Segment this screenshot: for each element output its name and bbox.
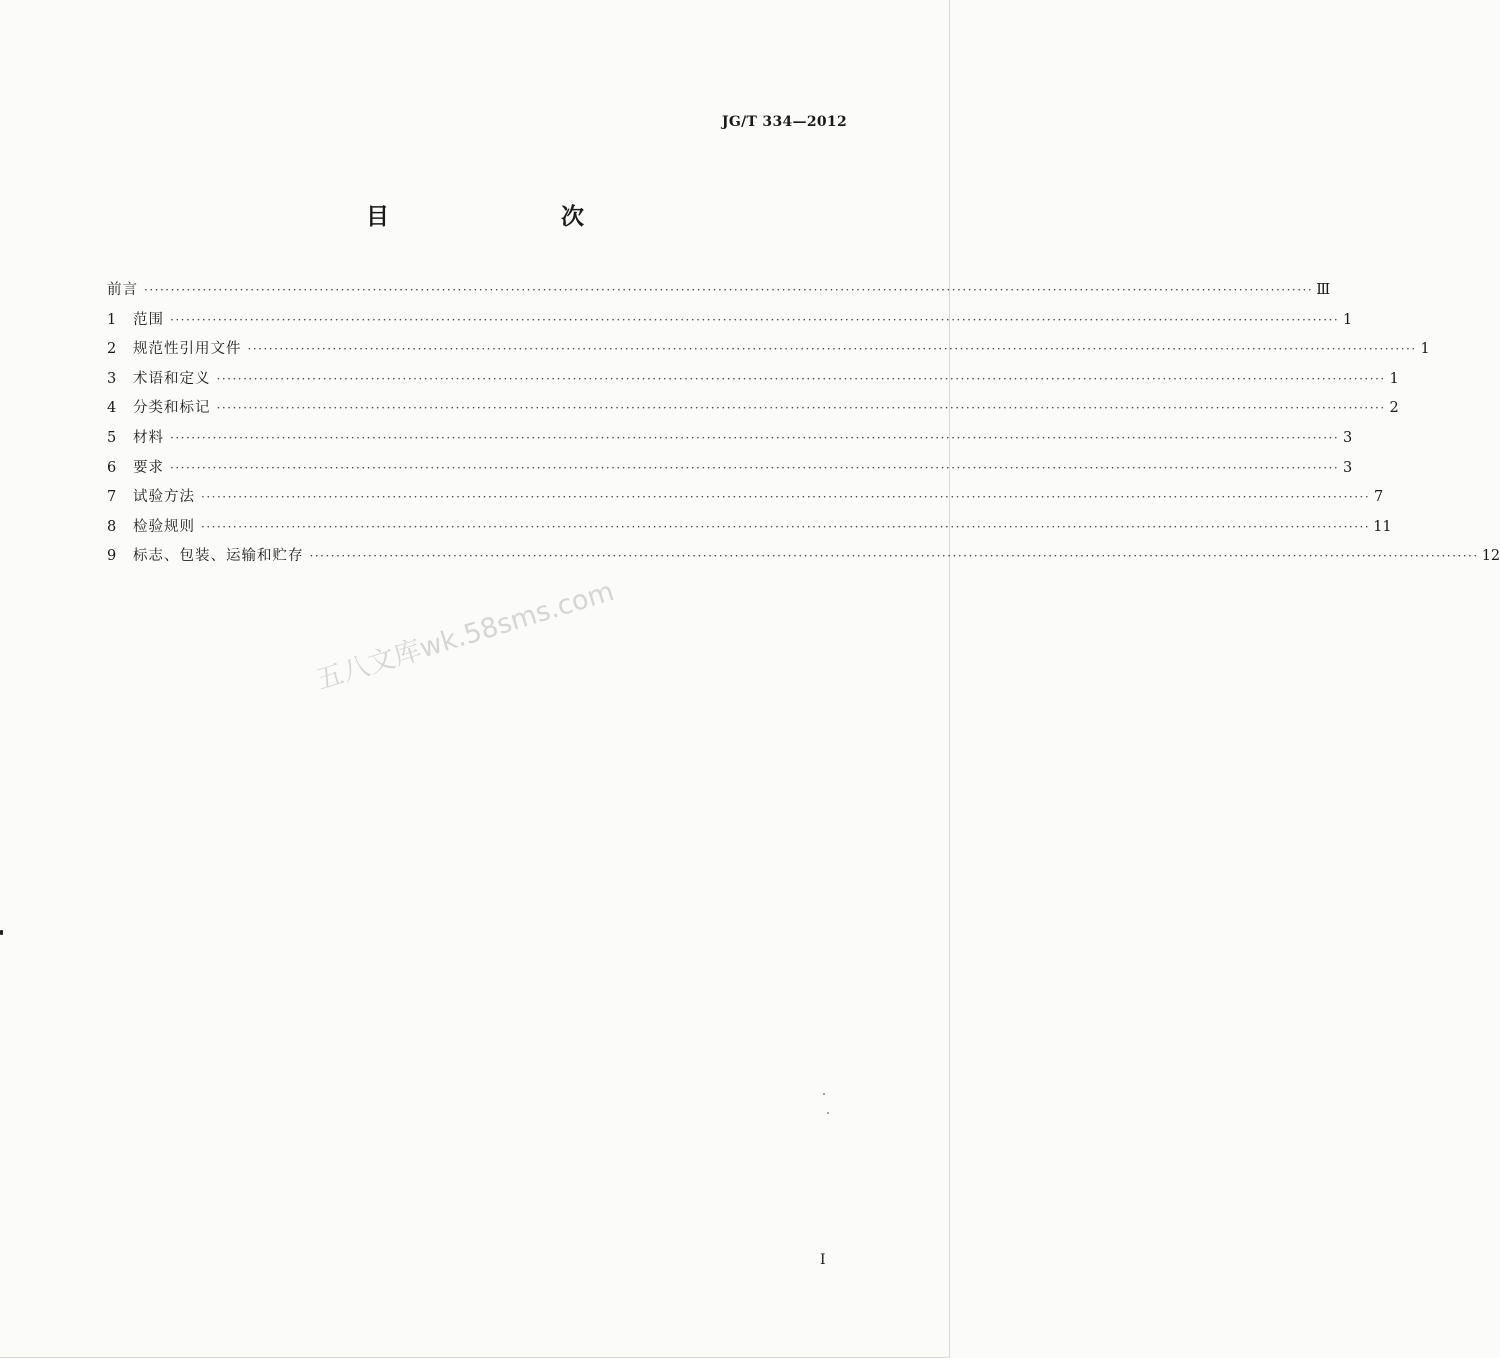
toc-entry-label: 范围 xyxy=(133,311,164,328)
toc-entry-label: 分类和标记 xyxy=(133,400,211,417)
scan-speck xyxy=(827,1112,829,1114)
toc-entry-label: 试验方法 xyxy=(133,489,195,506)
toc-entry[interactable] xyxy=(107,516,1392,546)
scan-speck xyxy=(0,930,3,935)
toc-entry-number: 6 xyxy=(107,459,117,476)
toc-entry-page: 2 xyxy=(1389,400,1399,417)
toc-entry-label: 规范性引用文件 xyxy=(133,341,242,358)
toc-dot-leader: ···························································································································································································································· xyxy=(170,460,1340,475)
toc-entry[interactable] xyxy=(107,368,1399,398)
toc-entry-page: 3 xyxy=(1342,459,1353,476)
toc-dot-leader: ···························································································································································································································· xyxy=(216,401,1386,416)
toc-dot-leader: ···························································································································································································································· xyxy=(216,371,1386,386)
toc-entry-number: 4 xyxy=(107,400,117,417)
toc-entry-label: 要求 xyxy=(133,459,164,476)
toc-entry-number: 9 xyxy=(107,548,117,565)
toc-dot-leader: ···························································································································································································································· xyxy=(170,312,1340,327)
toc-entry[interactable] xyxy=(107,309,1353,339)
toc-entry-label: 术语和定义 xyxy=(133,370,211,387)
watermark: 五八文库wk.58sms.com xyxy=(312,575,618,697)
toc-entry-page: Ⅲ xyxy=(1316,282,1331,298)
toc-entry-page: 7 xyxy=(1373,489,1384,506)
toc-dot-leader: ···························································································································································································································· xyxy=(309,549,1479,564)
toc-entry-number: 7 xyxy=(107,489,117,506)
toc-entry-page: 1 xyxy=(1342,311,1353,328)
toc-entry-label: 检验规则 xyxy=(133,518,195,535)
toc-entry[interactable] xyxy=(107,457,1353,487)
toc-entry-number: 2 xyxy=(107,341,117,358)
toc-dot-leader: ···························································································································································································································· xyxy=(201,490,1371,505)
toc-entry[interactable] xyxy=(107,279,1331,309)
table-of-contents xyxy=(107,279,1500,575)
toc-entry-number: 8 xyxy=(107,518,117,535)
toc-dot-leader: ···························································································································································································································· xyxy=(201,519,1371,534)
toc-entry-number: 1 xyxy=(107,311,117,328)
toc-entry[interactable] xyxy=(107,545,1500,575)
toc-dot-leader: ···························································································································································································································· xyxy=(247,342,1417,357)
toc-entry-number: 3 xyxy=(107,370,117,387)
toc-entry[interactable] xyxy=(107,427,1353,457)
page-title: 目 次 xyxy=(366,204,626,230)
toc-entry-label: 标志、包装、运输和贮存 xyxy=(133,548,304,565)
toc-entry-page: 11 xyxy=(1373,518,1392,535)
toc-entry-page: 12 xyxy=(1481,548,1500,565)
page-number: I xyxy=(820,1252,826,1268)
toc-entry-number: 5 xyxy=(107,429,117,446)
toc-entry[interactable] xyxy=(107,397,1399,427)
toc-entry-page: 1 xyxy=(1389,370,1399,387)
toc-entry-label: 材料 xyxy=(133,429,164,446)
scan-speck xyxy=(823,1093,825,1095)
toc-entry-label: 前言 xyxy=(107,282,138,298)
toc-entry[interactable] xyxy=(107,486,1384,516)
toc-entry-page: 1 xyxy=(1420,341,1430,358)
toc-entry-page: 3 xyxy=(1342,429,1353,446)
toc-dot-leader: ···························································································································································································································· xyxy=(170,430,1340,445)
standard-code: JG/T 334—2012 xyxy=(721,114,847,130)
toc-entry[interactable] xyxy=(107,338,1430,368)
toc-dot-leader: ···························································································································································································································· xyxy=(144,283,1314,297)
